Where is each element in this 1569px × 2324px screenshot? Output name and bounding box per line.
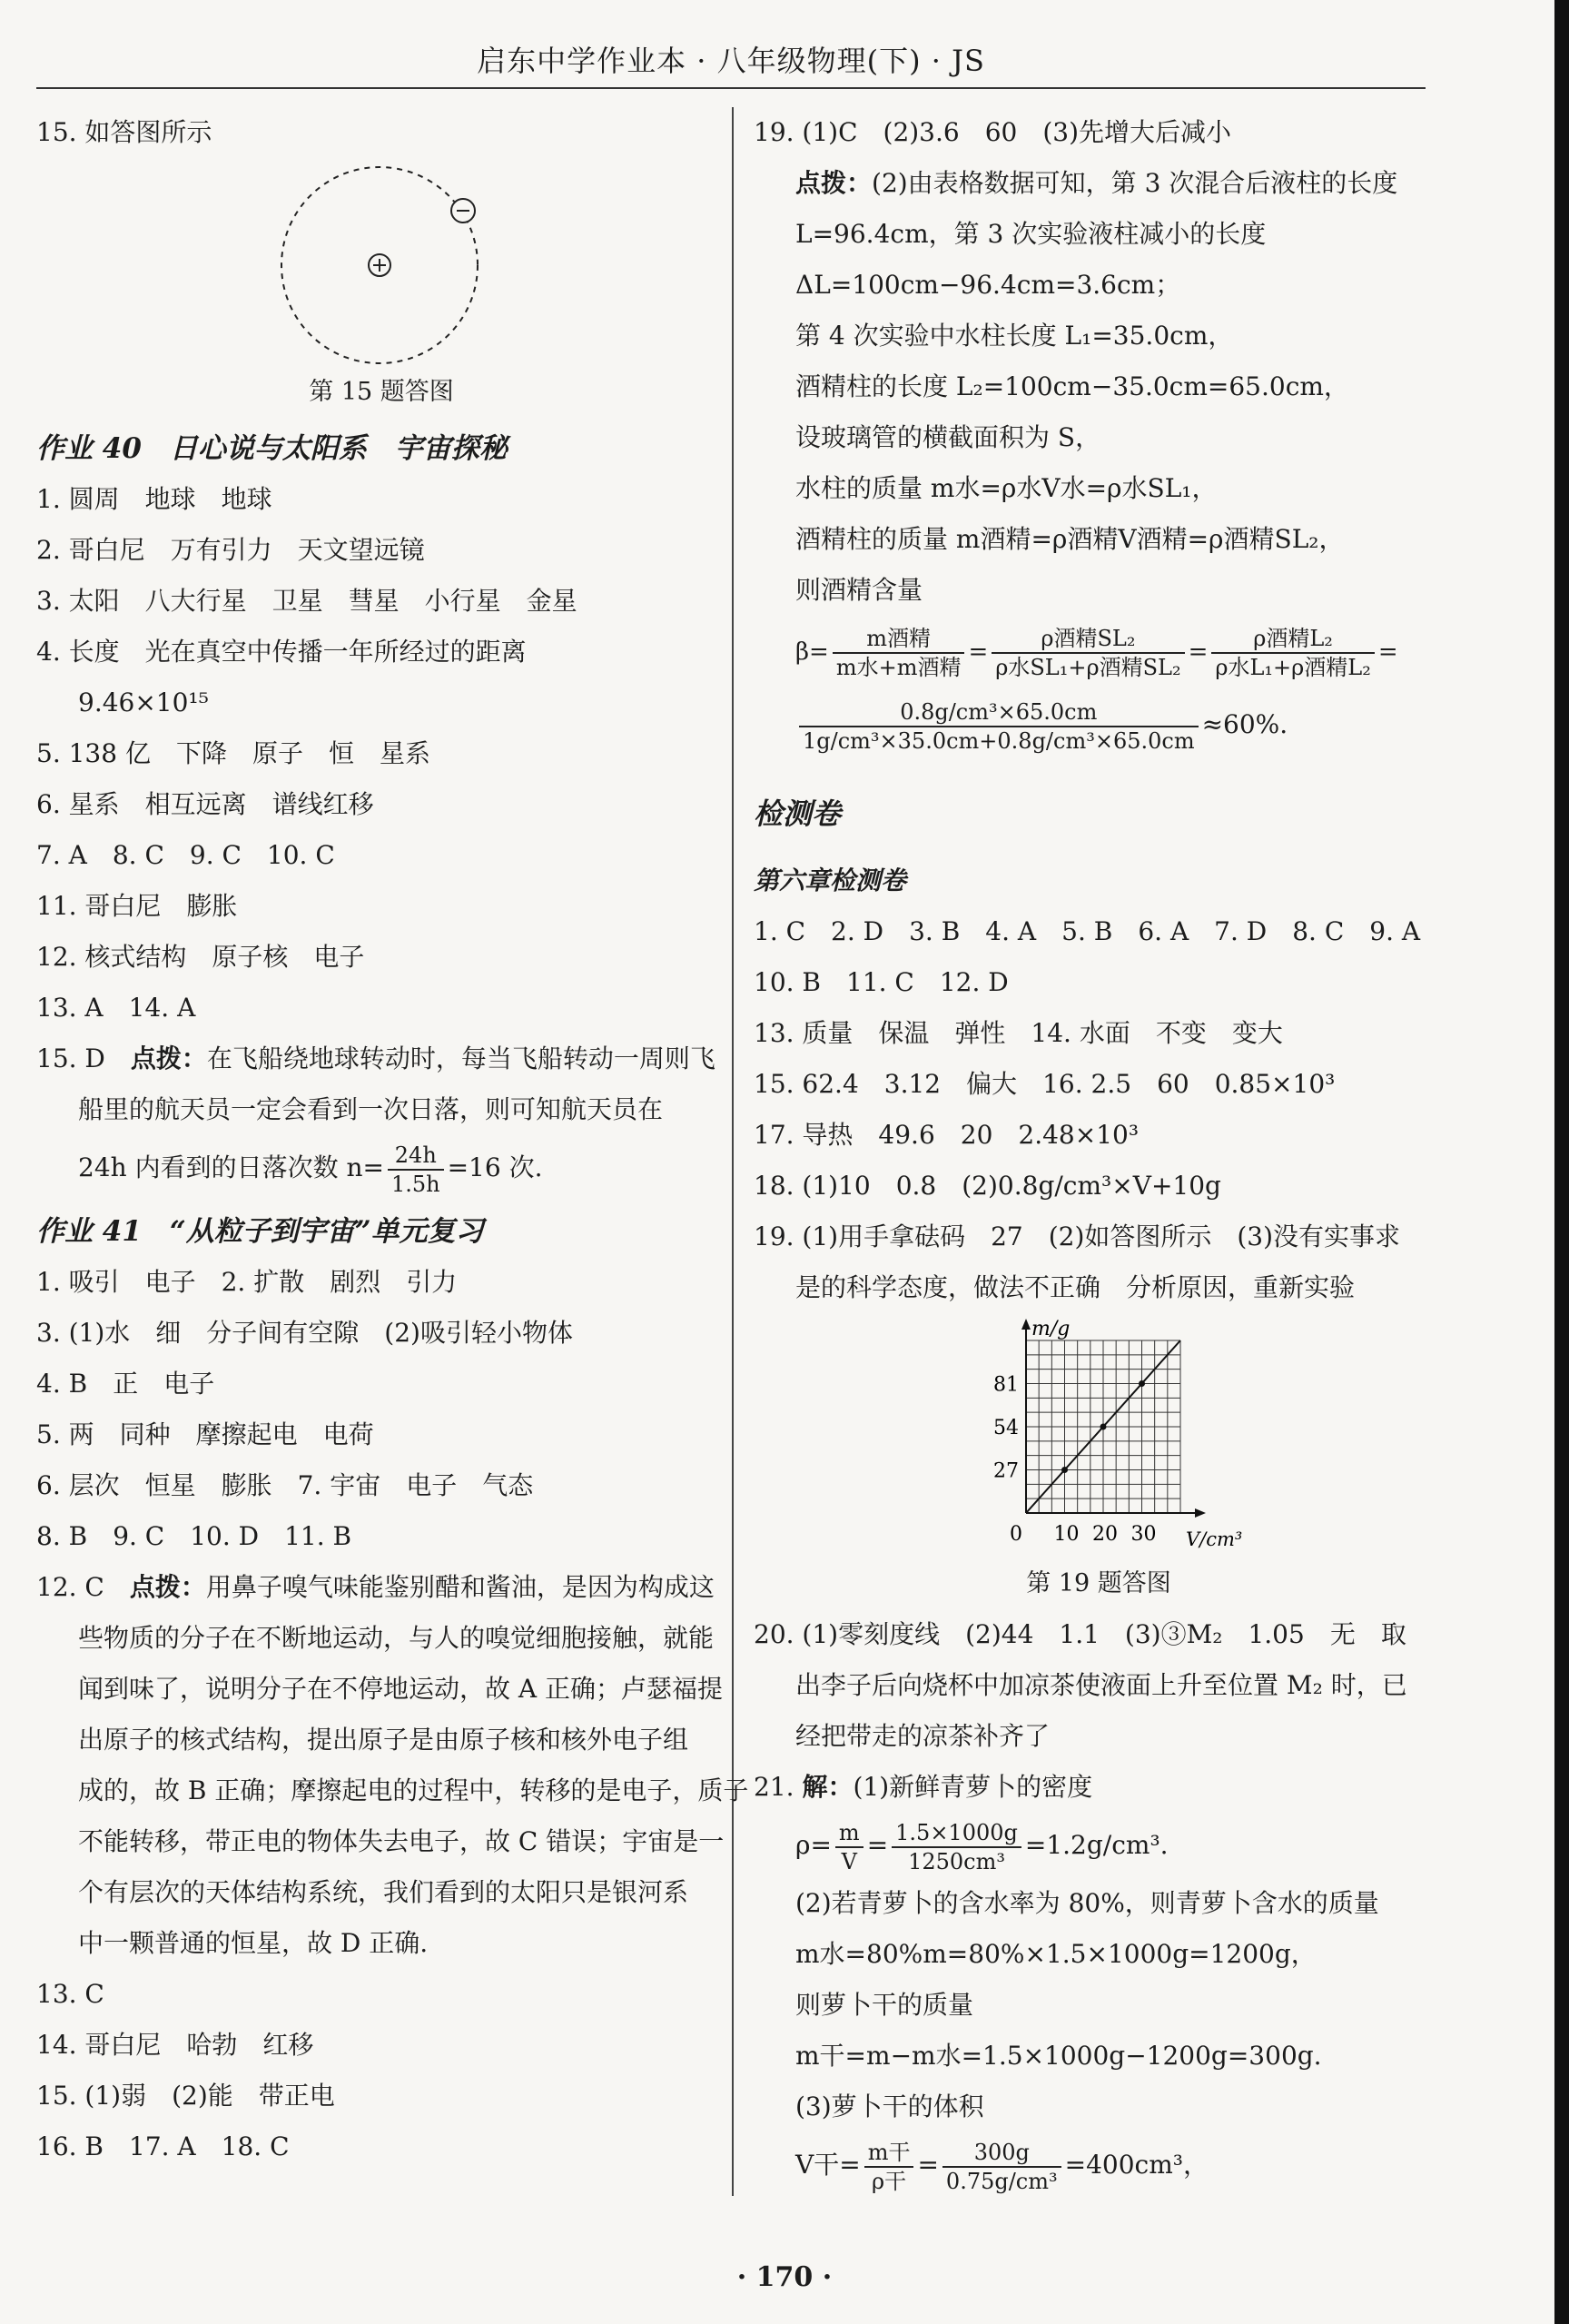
formula-text: =400cm³， bbox=[1064, 2150, 1209, 2180]
formula-text: ρ= bbox=[795, 1830, 832, 1860]
formula-text: =16 次. bbox=[447, 1152, 543, 1182]
data-point bbox=[1139, 1380, 1145, 1387]
fraction-denominator: 1250cm³ bbox=[908, 1848, 1005, 1874]
fraction bbox=[992, 625, 1184, 681]
fraction-numerator: m bbox=[835, 1819, 863, 1848]
x-tick-label: 30 bbox=[1130, 1523, 1157, 1546]
hw40-title: 作业 40 日心说与太阳系 宇宙探秘 bbox=[36, 432, 508, 465]
right-column bbox=[754, 107, 1444, 2198]
fraction bbox=[892, 1819, 1021, 1875]
answer-line: L=96.4cm，第 3 次实验液柱减小的长度 bbox=[795, 219, 1267, 249]
formula-line bbox=[754, 616, 1444, 688]
formula-text: = bbox=[917, 2150, 939, 2180]
answer-line: 17. 导热 49.6 20 2.48×10³ bbox=[754, 1120, 1140, 1150]
y-axis-arrow bbox=[1021, 1319, 1031, 1330]
answer-line: (2)若青萝卜的含水率为 80%，则青萝卜含水的质量 bbox=[795, 1888, 1379, 1918]
answer-line: 1. 圆周 地球 地球 bbox=[36, 484, 272, 514]
fraction-denominator: 0.75g/cm³ bbox=[945, 2168, 1058, 2194]
solve-text: (1)新鲜青萝卜的密度 bbox=[853, 1772, 1093, 1802]
answer-line: 10. B 11. C 12. D bbox=[754, 967, 1009, 997]
x-axis-arrow bbox=[1195, 1508, 1206, 1518]
answer-line: 13. A 14. A bbox=[36, 993, 196, 1023]
formula-line bbox=[754, 2132, 1444, 2198]
fraction-numerator: ρ酒精L₂ bbox=[1211, 625, 1374, 654]
answer-line: 闻到味了，说明分子在不停地运动，故 A 正确；卢瑟福提 bbox=[78, 1674, 724, 1704]
answer-line bbox=[36, 1562, 726, 1613]
formula-text: V干= bbox=[795, 2150, 861, 2180]
test-title: 检测卷 bbox=[754, 796, 842, 831]
hw41-title: 作业 41 “从粒子到宇宙”单元复习 bbox=[36, 1215, 484, 1248]
answer-line: 设玻璃管的横截面积为 S， bbox=[795, 422, 1101, 452]
answer-line: 则萝卜干的质量 bbox=[795, 1990, 974, 2020]
left-column bbox=[36, 107, 749, 2172]
fraction bbox=[835, 1819, 863, 1875]
solve-label: 解： bbox=[802, 1772, 854, 1802]
fraction-numerator: 1.5×1000g bbox=[892, 1819, 1021, 1848]
hint-label: 点拨： bbox=[129, 1572, 206, 1602]
answer-line: 19. (1)C (2)3.6 60 (3)先增大后减小 bbox=[754, 117, 1231, 147]
answer-line: (3)萝卜干的体积 bbox=[795, 2092, 984, 2121]
fraction bbox=[799, 698, 1199, 755]
formula-text: = bbox=[1188, 638, 1209, 666]
q21-number: 21. bbox=[754, 1772, 803, 1802]
x-axis-label: V/cm³ bbox=[1186, 1528, 1243, 1550]
answer-line: 则酒精含量 bbox=[795, 575, 923, 605]
answer-line bbox=[754, 158, 1444, 209]
fraction-numerator: 300g bbox=[942, 2139, 1061, 2168]
answer-line: 酒精柱的质量 m酒精=ρ酒精V酒精=ρ酒精SL₂， bbox=[795, 524, 1345, 554]
hint-text: (2)由表格数据可知，第 3 次混合后液柱的长度 bbox=[872, 168, 1398, 198]
formula-line bbox=[754, 1813, 1444, 1878]
answer-line: ΔL=100cm−96.4cm=3.6cm； bbox=[795, 270, 1181, 300]
data-point bbox=[1100, 1424, 1107, 1430]
q15-answer: 15. D bbox=[36, 1043, 105, 1073]
fraction-denominator: V bbox=[841, 1848, 857, 1874]
q15-caption: 第 15 题答图 bbox=[309, 378, 454, 406]
fraction-denominator: ρ水SL₁+ρ酒精SL₂ bbox=[995, 655, 1181, 680]
answer-line: 16. B 17. A 18. C bbox=[36, 2131, 290, 2161]
answer-line: 3. (1)水 细 分子间有空隙 (2)吸引轻小物体 bbox=[36, 1318, 573, 1348]
answer-line: 8. B 9. C 10. D 11. B bbox=[36, 1521, 352, 1551]
fraction bbox=[833, 625, 965, 681]
formula-text: 24h 内看到的日落次数 n= bbox=[78, 1152, 384, 1182]
header-title: 启东中学作业本 · 八年级物理(下) · JS bbox=[36, 36, 1426, 89]
data-point bbox=[1061, 1467, 1068, 1473]
answer-line: 18. (1)10 0.8 (2)0.8g/cm³×V+10g bbox=[754, 1171, 1221, 1201]
fraction-numerator: 0.8g/cm³×65.0cm bbox=[799, 698, 1199, 727]
formula-text: ≈60%. bbox=[1201, 709, 1288, 739]
x-tick-label: 0 bbox=[1010, 1523, 1022, 1546]
answer-line: m水=80%m=80%×1.5×1000g=1200g， bbox=[795, 1939, 1317, 1969]
answer-line: 15. (1)弱 (2)能 带正电 bbox=[36, 2081, 335, 2111]
fraction-denominator: ρ干 bbox=[872, 2168, 907, 2194]
formula-text: β= bbox=[795, 638, 829, 666]
formula-text: =1.2g/cm³. bbox=[1024, 1830, 1169, 1860]
answer-line: 7. A 8. C 9. C 10. C bbox=[36, 840, 335, 870]
answer-line: 2. 哥白尼 万有引力 天文望远镜 bbox=[36, 535, 425, 565]
x-tick-label: 20 bbox=[1092, 1523, 1118, 1546]
answer-line: 中一颗普通的恒星，故 D 正确. bbox=[78, 1928, 429, 1958]
answer-line: 些物质的分子在不断地运动，与人的嗅觉细胞接触，就能 bbox=[78, 1623, 715, 1653]
fraction bbox=[942, 2139, 1061, 2195]
answer-line: 是的科学态度，做法不正确 分析原因，重新实验 bbox=[795, 1272, 1356, 1302]
q15-label: 15. 如答图所示 bbox=[36, 117, 212, 147]
answer-line: m干=m−m水=1.5×1000g−1200g=300g. bbox=[795, 2041, 1322, 2071]
answer-line: 个有层次的天体结构系统，我们看到的太阳只是银河系 bbox=[78, 1877, 689, 1907]
answer-line: 5. 138 亿 下降 原子 恒 星系 bbox=[36, 738, 430, 768]
page-number: · 170 · bbox=[736, 2261, 833, 2293]
answer-line: 6. 层次 恒星 膨胀 7. 宇宙 电子 气态 bbox=[36, 1470, 534, 1500]
answer-line: 酒精柱的长度 L₂=100cm−35.0cm=65.0cm， bbox=[795, 371, 1349, 401]
y-tick-label: 54 bbox=[993, 1417, 1019, 1439]
answer-line: 5. 两 同种 摩擦起电 电荷 bbox=[36, 1419, 374, 1449]
x-tick-label: 10 bbox=[1053, 1523, 1080, 1546]
answer-line: 12. 核式结构 原子核 电子 bbox=[36, 942, 365, 972]
answer-line: 出原子的核式结构，提出原子是由原子核和核外电子组 bbox=[78, 1725, 689, 1755]
fraction-numerator: 24h bbox=[388, 1142, 444, 1171]
atom-figure bbox=[263, 158, 499, 367]
answer-line: 9.46×10¹⁵ bbox=[78, 687, 209, 717]
answer-line: 19. (1)用手拿砝码 27 (2)如答图所示 (3)没有实事求 bbox=[754, 1221, 1401, 1251]
fraction bbox=[388, 1142, 444, 1198]
fraction bbox=[864, 2139, 914, 2195]
answer-line: 14. 哥白尼 哈勃 红移 bbox=[36, 2030, 314, 2060]
formula-line bbox=[754, 688, 1444, 761]
chapter-title: 第六章检测卷 bbox=[754, 865, 907, 895]
answer-line: 不能转移，带正电的物体失去电子，故 C 错误；宇宙是一 bbox=[78, 1826, 725, 1856]
mass-volume-chart bbox=[962, 1313, 1243, 1558]
answer-line: 15. 62.4 3.12 偏大 16. 2.5 60 0.85×10³ bbox=[754, 1069, 1336, 1099]
chart-caption: 第 19 题答图 bbox=[1026, 1569, 1171, 1597]
fraction-denominator: 1.5h bbox=[390, 1171, 440, 1197]
y-axis-label: m/g bbox=[1031, 1318, 1071, 1340]
q12-answer: 12. C bbox=[36, 1572, 104, 1602]
hint-text: 在飞船绕地球转动时，每当飞船转动一周则飞 bbox=[206, 1043, 715, 1073]
answer-line: 水柱的质量 m水=ρ水V水=ρ水SL₁， bbox=[795, 473, 1218, 503]
answer-line: 20. (1)零刻度线 (2)44 1.1 (3)③M₂ 1.05 无 取 bbox=[754, 1619, 1406, 1649]
answer-line bbox=[754, 1762, 1444, 1813]
answer-line bbox=[36, 1135, 726, 1201]
answer-line: 经把带走的凉茶补齐了 bbox=[795, 1721, 1051, 1751]
y-tick-label: 27 bbox=[993, 1459, 1019, 1483]
formula-text: = bbox=[1377, 638, 1398, 666]
formula-text: = bbox=[968, 638, 989, 666]
fraction-numerator: ρ酒精SL₂ bbox=[992, 625, 1184, 654]
answer-line: 船里的航天员一定会看到一次日落，则可知航天员在 bbox=[78, 1094, 664, 1124]
fraction bbox=[1211, 625, 1374, 681]
answer-line: 11. 哥白尼 膨胀 bbox=[36, 891, 238, 921]
hint-text: 用鼻子嗅气味能鉴别醋和酱油，是因为构成这 bbox=[205, 1572, 715, 1602]
answer-line: 6. 星系 相互远离 谱线红移 bbox=[36, 789, 374, 819]
answer-line: 13. 质量 保温 弹性 14. 水面 不变 变大 bbox=[754, 1018, 1283, 1048]
fraction-denominator: ρ水L₁+ρ酒精L₂ bbox=[1215, 655, 1371, 680]
answer-line: 第 4 次实验中水柱长度 L₁=35.0cm， bbox=[795, 321, 1234, 351]
fraction-denominator: 1g/cm³×35.0cm+0.8g/cm³×65.0cm bbox=[803, 727, 1195, 754]
fraction-denominator: m水+m酒精 bbox=[835, 655, 962, 680]
answer-line: 成的，故 B 正确；摩擦起电的过程中，转移的是电子，质子 bbox=[78, 1775, 749, 1805]
answer-line: 13. C bbox=[36, 1979, 104, 2009]
hint-label: 点拨： bbox=[795, 168, 873, 198]
answer-line bbox=[36, 1033, 726, 1084]
fraction-numerator: m酒精 bbox=[833, 625, 965, 654]
answer-line: 1. C 2. D 3. B 4. A 5. B 6. A 7. D 8. C 9. A bbox=[754, 916, 1421, 946]
page-edge-bar bbox=[1554, 0, 1569, 2324]
answer-line: 3. 太阳 八大行星 卫星 彗星 小行星 金星 bbox=[36, 586, 577, 616]
column-divider bbox=[732, 107, 734, 2196]
answer-line: 4. B 正 电子 bbox=[36, 1369, 215, 1399]
answer-line: 4. 长度 光在真空中传播一年所经过的距离 bbox=[36, 637, 527, 667]
answer-line: 1. 吸引 电子 2. 扩散 剧烈 引力 bbox=[36, 1267, 458, 1297]
answer-line: 出李子后向烧杯中加凉茶使液面上升至位置 M₂ 时，已 bbox=[795, 1670, 1407, 1700]
formula-text: = bbox=[866, 1830, 889, 1860]
fraction-numerator: m干 bbox=[864, 2139, 914, 2168]
hint-label: 点拨： bbox=[130, 1043, 207, 1073]
y-tick-label: 81 bbox=[993, 1373, 1019, 1397]
